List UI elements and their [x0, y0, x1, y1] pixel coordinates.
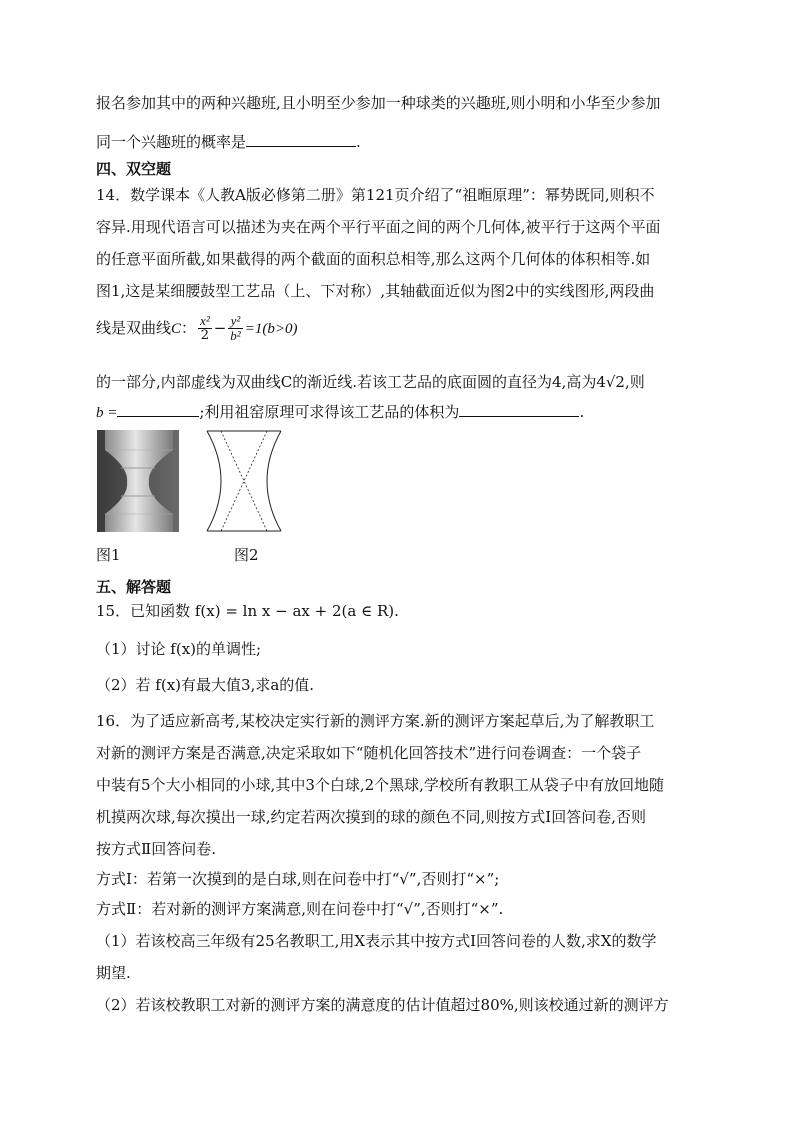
q16-line-3: 中装有5个大小相同的小球,其中3个白球,2个黑球,学校所有教职工从袋子中有放回地随 [96, 776, 664, 794]
frac2-denominator: b² [230, 328, 241, 344]
q14-line-1: 14．数学课本《人教A版必修第二册》第121页介绍了“祖暅原理”：幂势既同,则积不 [96, 186, 655, 204]
q13-line-2: 同一个兴趣班的概率是 . [96, 133, 361, 151]
fraction-x2-over-2 [198, 314, 212, 344]
section-4-title: 四、双空题 [96, 160, 172, 178]
q14-blank-b [117, 402, 199, 417]
q13-line-2-text: 同一个兴趣班的概率是 [96, 133, 247, 151]
figure-1-photo [97, 430, 179, 532]
q13-answer-blank [246, 132, 356, 147]
q14-line-5-prefix: 线是双曲线 [96, 318, 172, 337]
q14-colon: ： [181, 318, 197, 337]
q16-line-2: 对新的测评方案是否满意,决定采取如下“随机化回答技术”进行问卷调查：一个袋子 [96, 744, 642, 762]
q16-method-1: 方式Ⅰ：若第一次摸到的是白球,则在问卷中打“√”,否则打“×”; [96, 870, 500, 888]
frac1-denominator: 2 [200, 328, 210, 344]
q15-line-1: 15．已知函数 f(x) = ln x − ax + 2(a ∈ R). [96, 602, 399, 620]
q14-line-3: 的任意平面所截,如果截得的两个截面的面积总相等,那么这两个几何体的体积相等.如 [96, 250, 651, 268]
q14-line-7-end: . [579, 403, 585, 421]
q13-line-1: 报名参加其中的两种兴趣班,且小明至少参加一种球类的兴趣班,则小明和小华至少参加 [96, 94, 661, 112]
q16-line-1: 16．为了适应新高考,某校决定实行新的测评方案.新的测评方案起草后,为了解教职工 [96, 712, 655, 730]
frac1-numerator: x² [200, 313, 210, 328]
frac2-numerator: y² [228, 314, 242, 329]
q14-line-2: 容异.用现代语言可以描述为夹在两个平行平面之间的两个几何体,被平行于这两个平面 [96, 218, 661, 236]
minus-sign: − [213, 318, 227, 337]
section-5-title: 五、解答题 [96, 578, 172, 596]
q14-line-4: 图1,这是某细腰鼓型工艺品（上、下对称）,其轴截面近似为图2中的实线图形,两段曲 [96, 282, 655, 300]
q14-line-5 [96, 314, 297, 344]
q15-part-1: （1）讨论 f(x)的单调性; [96, 640, 262, 658]
q16-line-4: 机摸两次球,每次摸出一球,约定若两次摸到的球的颜色不同,则按方式Ⅰ回答问卷,否则 [96, 808, 647, 826]
q14-line-6: 的一部分,内部虚线为双曲线C的渐近线.若该工艺品的底面圆的直径为4,高为4√2,则 [96, 373, 645, 391]
figure-2-caption: 图2 [234, 546, 259, 564]
q16-method-2: 方式Ⅱ：若对新的测评方案满意,则在问卷中打“√”,否则打“×”. [96, 900, 504, 918]
q14-line-7 [96, 402, 584, 421]
b-label: b = [96, 405, 118, 421]
fraction-y2-over-b2 [228, 314, 242, 344]
q16-part-1-line-2: 期望. [96, 964, 131, 982]
q14-line-7-mid: ;利用祖窑原理可求得该工艺品的体积为 [199, 403, 460, 421]
q16-line-5: 按方式Ⅱ回答问卷. [96, 840, 216, 858]
q16-part-1-line-1: （1）若该校高三年级有25名教职工,用X表示其中按方式Ⅰ回答问卷的人数,求X的数学 [96, 932, 657, 950]
q14-blank-volume [459, 402, 579, 417]
figure-2-diagram [205, 430, 285, 532]
equation-rest: =1(b>0) [244, 320, 298, 337]
figure-1-caption: 图1 [96, 546, 121, 564]
hyperbola-name: C [171, 320, 182, 337]
q15-part-2: （2）若 f(x)有最大值3,求a的值. [96, 676, 315, 694]
q16-part-2: （2）若该校教职工对新的测评方案的满意度的估计值超过80%,则该校通过新的测评方 [96, 996, 669, 1014]
